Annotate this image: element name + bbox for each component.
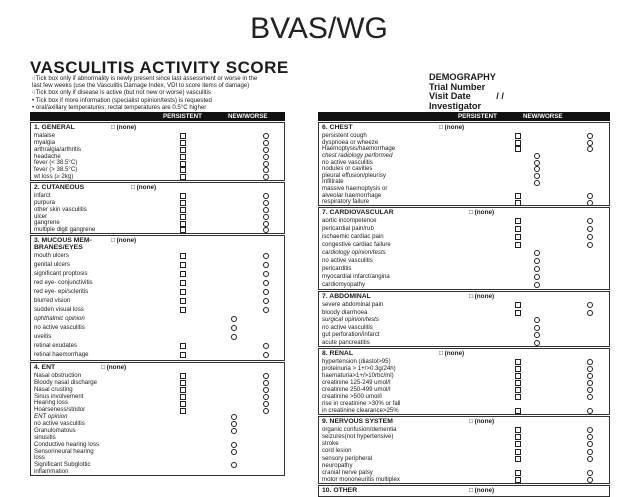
none-checkbox[interactable]: □ (none) xyxy=(469,418,495,425)
slide-title: BVAS/WG xyxy=(250,12,388,45)
item-label: multiple digit gangrene xyxy=(34,226,96,234)
item-label: Nasal crusting xyxy=(34,385,73,393)
persistent-checkbox[interactable] xyxy=(515,477,521,483)
new-worse-checkbox[interactable] xyxy=(263,147,269,153)
item-label: Bloody nasal discharge xyxy=(34,378,98,386)
item-label: gangrene xyxy=(34,219,60,227)
new-worse-header: NEW/WORSE xyxy=(228,113,268,120)
section-title: 7. ABDOMINAL xyxy=(322,293,371,300)
section-general xyxy=(30,122,285,181)
new-worse-checkbox[interactable] xyxy=(587,366,593,372)
persistent-checkbox[interactable] xyxy=(180,408,186,414)
new-worse-checkbox[interactable] xyxy=(263,289,269,295)
persistent-checkbox[interactable] xyxy=(515,408,521,414)
item-label: Conductive hearing loss xyxy=(34,440,100,448)
none-checkbox[interactable]: □ (none) xyxy=(111,237,137,244)
item-label: alveolar haemorrhage xyxy=(322,191,382,199)
new-worse-checkbox[interactable] xyxy=(263,227,269,233)
persistent-checkbox[interactable] xyxy=(515,146,521,152)
section-title-cont: BRANES/EYES xyxy=(34,244,83,251)
none-checkbox[interactable]: □ (none) xyxy=(131,184,157,191)
item-label: massive haemoptysis or xyxy=(322,185,388,193)
item-label: retinal haemorrhage xyxy=(34,351,89,358)
item-label: motor mononeuritis multiplex xyxy=(322,475,400,483)
item-label: infarct xyxy=(34,192,51,199)
persistent-checkbox[interactable] xyxy=(515,394,521,400)
investigator-label: Investigator xyxy=(429,100,482,111)
item-label: fever (< 38.5°C) xyxy=(34,159,78,167)
new-worse-header: NEW/WORSE xyxy=(523,113,563,120)
persistent-checkbox[interactable] xyxy=(515,302,521,308)
new-worse-checkbox[interactable] xyxy=(263,161,269,167)
persistent-checkbox[interactable] xyxy=(515,234,521,240)
opinion-checkbox[interactable] xyxy=(534,266,540,272)
visit-date-separators: / / xyxy=(496,91,504,102)
persistent-checkbox[interactable] xyxy=(515,427,521,433)
section-chest xyxy=(318,122,610,206)
item-label: purpura xyxy=(34,198,56,206)
new-worse-checkbox[interactable] xyxy=(587,477,593,483)
section-title: 1. GENERAL xyxy=(34,124,75,131)
none-checkbox[interactable]: □ (none) xyxy=(469,293,495,300)
section-mucous xyxy=(30,235,285,361)
item-label: ophthalmic opinion xyxy=(34,315,85,322)
new-worse-checkbox[interactable] xyxy=(263,174,269,180)
persistent-checkbox[interactable] xyxy=(180,253,186,259)
item-label: severe abdominal pain xyxy=(322,301,384,308)
instruction-line: ○Tick box only if abnormality is newly present since last assessment or worse in the xyxy=(32,75,258,82)
item-label: malaise xyxy=(34,132,55,139)
item-label: chest radiology performed xyxy=(322,151,393,159)
item-label: in creatinine clearance>25% xyxy=(322,407,399,414)
item-label: creatinine 125-249 umol/l xyxy=(322,379,391,386)
persistent-checkbox[interactable] xyxy=(180,280,186,286)
new-worse-checkbox[interactable] xyxy=(263,298,269,304)
none-checkbox[interactable]: □ (none) xyxy=(439,350,465,357)
item-label: Hoarseness/stridor xyxy=(34,406,86,414)
section-title: 8. RENAL xyxy=(322,350,353,357)
persistent-checkbox[interactable] xyxy=(515,200,521,206)
persistent-checkbox[interactable] xyxy=(515,242,521,248)
new-worse-checkbox[interactable] xyxy=(587,470,593,476)
bvas-form xyxy=(23,52,615,494)
item-label: sudden visual loss xyxy=(34,306,84,313)
opinion-checkbox[interactable] xyxy=(231,449,237,455)
persistent-checkbox[interactable] xyxy=(180,352,186,358)
item-label: mouth ulcers xyxy=(34,252,69,259)
new-worse-checkbox[interactable] xyxy=(263,401,269,407)
item-label: red eye- epi/scleritis xyxy=(34,288,89,295)
item-label: gut perforation/infarct xyxy=(322,331,380,338)
persistent-checkbox[interactable] xyxy=(515,441,521,447)
section-title: 6. CHEST xyxy=(322,124,353,131)
new-worse-checkbox[interactable] xyxy=(587,380,593,386)
persistent-checkbox[interactable] xyxy=(180,394,186,400)
persistent-checkbox[interactable] xyxy=(515,226,521,232)
new-worse-checkbox[interactable] xyxy=(263,193,269,199)
item-label: inflammation xyxy=(34,468,69,476)
item-label: blurred vision xyxy=(34,297,71,304)
persistent-checkbox[interactable] xyxy=(180,140,186,146)
item-label: acute pancreatitis xyxy=(322,338,370,346)
persistent-header: PERSISTENT xyxy=(163,113,202,120)
none-checkbox[interactable]: □ (none) xyxy=(101,364,127,371)
item-label: loss xyxy=(34,454,45,462)
item-label: stroke xyxy=(322,440,339,448)
new-worse-checkbox[interactable] xyxy=(587,133,593,139)
item-label: wt loss (≥ 2kg) xyxy=(34,173,74,181)
opinion-checkbox[interactable] xyxy=(534,166,540,172)
new-worse-checkbox[interactable] xyxy=(263,373,269,379)
item-label: no active vasculitis xyxy=(34,324,85,331)
persistent-checkbox[interactable] xyxy=(515,449,521,455)
persistent-checkbox[interactable] xyxy=(515,218,521,224)
item-label: hypertension (diastol>95) xyxy=(322,358,391,365)
item-label: ENT opinion xyxy=(34,413,68,421)
item-label: surgical opinion/tests xyxy=(322,316,379,323)
none-checkbox[interactable]: □ (none) xyxy=(439,124,465,131)
item-label: sinusitis xyxy=(34,433,56,441)
section-title: 7. CARDIOVASCULAR xyxy=(322,209,394,216)
new-worse-checkbox[interactable] xyxy=(587,449,593,455)
new-worse-checkbox[interactable] xyxy=(263,408,269,414)
item-label: red eye- conjunctivitis xyxy=(34,279,93,286)
item-label: headache xyxy=(34,152,61,160)
section-title: 2. CUTANEOUS xyxy=(34,184,85,191)
persistent-checkbox[interactable] xyxy=(180,380,186,386)
item-label: no active vasculitis xyxy=(34,420,85,428)
section-title: 4. ENT xyxy=(34,364,56,371)
new-worse-checkbox[interactable] xyxy=(263,154,269,160)
persistent-checkbox[interactable] xyxy=(180,387,186,393)
item-label: Granulomatous xyxy=(34,426,76,434)
item-label: respiratory failure xyxy=(322,198,370,206)
item-label: ulcer xyxy=(34,212,48,220)
section-title: 10. OTHER xyxy=(322,487,358,494)
new-worse-checkbox[interactable] xyxy=(587,408,593,414)
section-title: 9. NERVOUS SYSTEM xyxy=(322,418,393,425)
opinion-checkbox[interactable] xyxy=(231,428,237,434)
opinion-checkbox[interactable] xyxy=(534,274,540,280)
persistent-checkbox[interactable] xyxy=(515,310,521,316)
persistent-checkbox[interactable] xyxy=(515,434,521,440)
opinion-checkbox[interactable] xyxy=(231,442,237,448)
visit-date-label: Visit Date xyxy=(429,91,471,102)
opinion-checkbox[interactable] xyxy=(231,325,237,331)
section-ent xyxy=(30,362,285,476)
new-worse-checkbox[interactable] xyxy=(587,373,593,379)
item-label: Haemoptysis/haemorrhage xyxy=(322,145,396,153)
persistent-checkbox[interactable] xyxy=(180,289,186,295)
persistent-checkbox[interactable] xyxy=(180,147,186,153)
item-label: Significant Subglottic xyxy=(34,461,91,469)
new-worse-checkbox[interactable] xyxy=(587,359,593,365)
item-label: sensory peripheral xyxy=(322,454,373,462)
section-cardio xyxy=(318,207,610,290)
section-abdominal xyxy=(318,291,610,347)
item-label: no active vasculitis xyxy=(322,323,373,331)
persistent-checkbox[interactable] xyxy=(180,214,186,220)
item-label: pericardial pain/rub xyxy=(322,225,374,232)
new-worse-checkbox[interactable] xyxy=(263,307,269,313)
persistent-checkbox[interactable] xyxy=(180,200,186,206)
new-worse-checkbox[interactable] xyxy=(587,146,593,152)
none-checkbox[interactable]: □ (none) xyxy=(111,124,137,131)
item-label: pericarditis xyxy=(322,265,352,272)
item-label: Sinus involvement xyxy=(34,392,84,400)
new-worse-checkbox[interactable] xyxy=(587,226,593,232)
new-worse-checkbox[interactable] xyxy=(263,167,269,173)
opinion-checkbox[interactable] xyxy=(534,173,540,179)
new-worse-checkbox[interactable] xyxy=(587,242,593,248)
item-label: neuropathy xyxy=(322,461,353,469)
item-label: significant proptosis xyxy=(34,270,88,277)
opinion-checkbox[interactable] xyxy=(231,462,237,468)
opinion-checkbox[interactable] xyxy=(534,325,540,331)
item-label: myalgia xyxy=(34,138,55,146)
new-worse-checkbox[interactable] xyxy=(587,441,593,447)
trial-number-label: Trial Number xyxy=(429,81,486,92)
new-worse-checkbox[interactable] xyxy=(587,427,593,433)
new-worse-checkbox[interactable] xyxy=(263,221,269,227)
persistent-checkbox[interactable] xyxy=(515,470,521,476)
persistent-checkbox[interactable] xyxy=(180,343,186,349)
item-label: creatinine >500 umol/l xyxy=(322,393,382,400)
item-label: Sensorineural hearing xyxy=(34,447,94,455)
persistent-checkbox[interactable] xyxy=(180,161,186,167)
new-worse-checkbox[interactable] xyxy=(263,200,269,206)
instruction-line: • oral/axillary temperatures; rectal temperatures are 0.5°C higher xyxy=(32,103,207,111)
new-worse-checkbox[interactable] xyxy=(263,133,269,139)
new-worse-checkbox[interactable] xyxy=(587,218,593,224)
item-label: ischaemic cardiac pain xyxy=(322,233,384,240)
item-label: dyspnoea or wheeze xyxy=(322,138,379,146)
new-worse-checkbox[interactable] xyxy=(587,456,593,462)
persistent-checkbox[interactable] xyxy=(180,373,186,379)
opinion-checkbox[interactable] xyxy=(231,334,237,340)
item-label: persistent cough xyxy=(322,132,367,139)
item-label: congestive cardiac failure xyxy=(322,241,391,248)
persistent-checkbox[interactable] xyxy=(180,174,186,180)
item-label: pleural effusion/pleurisy xyxy=(322,171,386,179)
new-worse-checkbox[interactable] xyxy=(263,352,269,358)
item-label: cardiomyopathy xyxy=(322,281,366,288)
item-label: cord lesion xyxy=(322,447,352,455)
new-worse-checkbox[interactable] xyxy=(263,280,269,286)
opinion-checkbox[interactable] xyxy=(534,317,540,323)
opinion-checkbox[interactable] xyxy=(231,316,237,322)
new-worse-checkbox[interactable] xyxy=(263,343,269,349)
item-label: no active vasculitis xyxy=(322,158,373,166)
new-worse-checkbox[interactable] xyxy=(587,140,593,146)
new-worse-checkbox[interactable] xyxy=(263,140,269,146)
instruction-line: ○Tick box only if disease is active (but not new or worse) vasculitis xyxy=(32,89,211,97)
item-label: Infiltrate xyxy=(322,178,344,186)
persistent-checkbox[interactable] xyxy=(180,154,186,160)
opinion-checkbox[interactable] xyxy=(534,282,540,288)
new-worse-checkbox[interactable] xyxy=(587,193,593,199)
right-column-header xyxy=(318,112,610,121)
item-label: haematuria>1+/>10rbc/ml) xyxy=(322,372,394,379)
persistent-checkbox[interactable] xyxy=(180,401,186,407)
item-label: organic confusion/dementia xyxy=(322,426,397,433)
demography-heading: DEMOGRAPHY xyxy=(429,72,496,82)
persistent-checkbox[interactable] xyxy=(515,387,521,393)
item-label: other skin vasculitis xyxy=(34,205,87,213)
persistent-checkbox[interactable] xyxy=(515,373,521,379)
left-column-header xyxy=(30,112,285,121)
item-label: cranial nerve palsy xyxy=(322,468,373,476)
item-label: bloody diarrhoea xyxy=(322,308,368,316)
persistent-checkbox[interactable] xyxy=(180,298,186,304)
new-worse-checkbox[interactable] xyxy=(587,234,593,240)
item-label: uveitis xyxy=(34,333,52,340)
opinion-checkbox[interactable] xyxy=(534,160,540,166)
new-worse-checkbox[interactable] xyxy=(263,387,269,393)
new-worse-checkbox[interactable] xyxy=(263,262,269,268)
persistent-checkbox[interactable] xyxy=(180,271,186,277)
persistent-checkbox[interactable] xyxy=(180,133,186,139)
persistent-checkbox[interactable] xyxy=(515,456,521,462)
persistent-checkbox[interactable] xyxy=(180,167,186,173)
instruction-line: last few weeks (use the Vasculitis Damage Index, VDI to score items of damage) xyxy=(32,82,250,90)
item-label: creatinine 250-499 umol/l xyxy=(322,386,391,393)
opinion-checkbox[interactable] xyxy=(231,414,237,420)
persistent-checkbox[interactable] xyxy=(180,262,186,268)
item-label: cardiology opinion/tests xyxy=(322,249,386,256)
new-worse-checkbox[interactable] xyxy=(263,214,269,220)
item-label: proteinuria > 1+/>0.3g/24h) xyxy=(322,365,396,372)
instructions xyxy=(32,75,412,111)
demography-block xyxy=(429,73,609,111)
item-label: myocardial infarct/angina xyxy=(322,273,390,280)
section-title: 3. MUCOUS MEM- xyxy=(34,237,92,244)
persistent-checkbox[interactable] xyxy=(180,207,186,213)
persistent-checkbox[interactable] xyxy=(180,221,186,227)
new-worse-checkbox[interactable] xyxy=(587,434,593,440)
persistent-checkbox[interactable] xyxy=(180,227,186,233)
none-checkbox[interactable]: □ (none) xyxy=(469,209,495,216)
new-worse-checkbox[interactable] xyxy=(587,302,593,308)
new-worse-checkbox[interactable] xyxy=(263,253,269,259)
new-worse-checkbox[interactable] xyxy=(587,394,593,400)
persistent-checkbox[interactable] xyxy=(515,140,521,146)
item-label: nodules or cavities xyxy=(322,165,373,173)
opinion-checkbox[interactable] xyxy=(534,180,540,186)
item-label: seizures(not hypertensive) xyxy=(322,433,394,441)
new-worse-checkbox[interactable] xyxy=(587,310,593,316)
section-other xyxy=(318,485,610,497)
item-label: Nasal obstruction xyxy=(34,372,82,379)
persistent-checkbox[interactable] xyxy=(180,307,186,313)
persistent-checkbox[interactable] xyxy=(515,366,521,372)
section-cutaneous xyxy=(30,182,285,234)
none-checkbox[interactable]: □ (none) xyxy=(469,487,495,494)
opinion-checkbox[interactable] xyxy=(231,421,237,427)
persistent-checkbox[interactable] xyxy=(515,359,521,365)
new-worse-checkbox[interactable] xyxy=(263,380,269,386)
persistent-checkbox[interactable] xyxy=(515,133,521,139)
section-renal xyxy=(318,348,610,415)
item-label: aortic incompetence xyxy=(322,217,377,224)
form-title: VASCULITIS ACTIVITY SCORE xyxy=(30,58,289,77)
persistent-header: PERSISTENT xyxy=(458,113,497,120)
instruction-line: • Tick box if more information (specialist opinion/tests) is requested xyxy=(32,96,212,104)
item-label: fever (> 38.5°C) xyxy=(34,166,78,174)
item-label: retinal exudates xyxy=(34,342,78,349)
opinion-checkbox[interactable] xyxy=(534,153,540,159)
new-worse-checkbox[interactable] xyxy=(263,207,269,213)
new-worse-checkbox[interactable] xyxy=(263,394,269,400)
item-label: no active vasculitis xyxy=(322,257,373,264)
persistent-checkbox[interactable] xyxy=(180,193,186,199)
new-worse-checkbox[interactable] xyxy=(263,271,269,277)
item-label: rise in creatinine >30% or fall xyxy=(322,400,401,407)
item-label: genital ulcers xyxy=(34,261,70,268)
item-label: arthralgia/arthritis xyxy=(34,145,82,153)
persistent-checkbox[interactable] xyxy=(515,380,521,386)
opinion-checkbox[interactable] xyxy=(534,250,540,256)
new-worse-checkbox[interactable] xyxy=(587,387,593,393)
persistent-checkbox[interactable] xyxy=(515,193,521,199)
opinion-checkbox[interactable] xyxy=(534,332,540,338)
opinion-checkbox[interactable] xyxy=(534,258,540,264)
section-nervous xyxy=(318,416,610,484)
opinion-checkbox[interactable] xyxy=(534,340,540,346)
item-label: Hearing loss xyxy=(34,399,68,407)
new-worse-checkbox[interactable] xyxy=(587,200,593,206)
